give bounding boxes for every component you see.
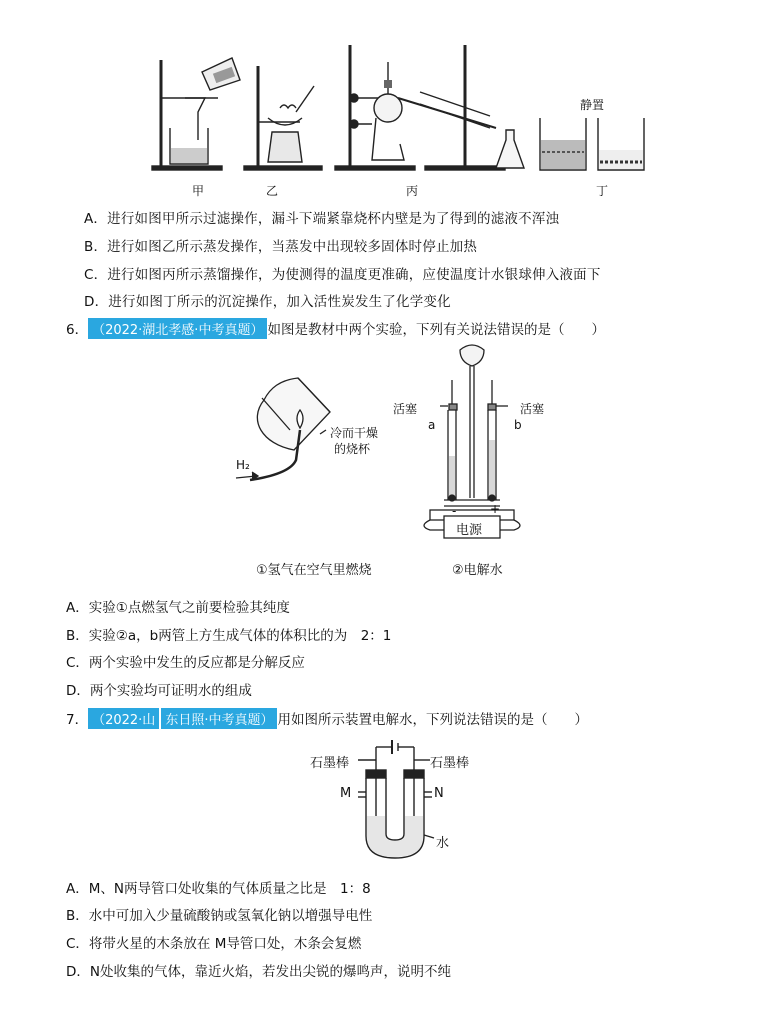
q7-m-label: M bbox=[340, 786, 352, 801]
figure-label-jia: 甲 bbox=[192, 184, 205, 198]
q6-power-label: 电源 bbox=[456, 523, 483, 538]
q6-minus: - bbox=[452, 504, 457, 518]
q6-plus: + bbox=[490, 502, 501, 516]
q6-tube-a: a bbox=[428, 418, 436, 432]
q5-option-b: B．进行如图乙所示蒸发操作，当蒸发中出现较多固体时停止加热 bbox=[84, 239, 478, 255]
q7-option-a: A．M、N两导管口处收集的气体质量之比是 1：8 bbox=[66, 881, 371, 897]
figure-label-ding: 丁 bbox=[596, 184, 609, 198]
q6-option-b: B．实验②a，b两管上方生成气体的体积比的为 2：1 bbox=[66, 628, 392, 644]
q7-source-tag-2: 东日照·中考真题） bbox=[161, 708, 277, 729]
q5-option-c: C．进行如图丙所示蒸馏操作，为使测得的温度更准确，应使温度计水银球伸入液面下 bbox=[84, 267, 601, 283]
q6-caption-2: ②电解水 bbox=[452, 563, 503, 578]
q5-option-d: D．进行如图丁所示的沉淀操作，加入活性炭发生了化学变化 bbox=[84, 294, 451, 310]
figure-label-yi: 乙 bbox=[266, 184, 279, 198]
q7-source-tag-1: （2022·山 bbox=[88, 708, 159, 729]
q7-option-c: C．将带火星的木条放在 M导管口处，木条会复燃 bbox=[66, 936, 362, 952]
q6-option-d: D．两个实验均可证明水的组成 bbox=[66, 683, 252, 699]
q6-option-c: C．两个实验中发生的反应都是分解反应 bbox=[66, 655, 305, 671]
q6-gas-label: H₂ bbox=[236, 458, 250, 472]
q6-stopcock-right: 活塞 bbox=[520, 402, 545, 416]
q6-beaker-label-2: 的烧杯 bbox=[334, 442, 371, 456]
q6-caption-1: ①氢气在空气里燃烧 bbox=[256, 563, 372, 578]
q7-water-label: 水 bbox=[436, 836, 450, 851]
q6-stem: 如图是教材中两个实验，下列有关说法错误的是（ ） bbox=[267, 322, 605, 338]
q6-number: 6． bbox=[66, 322, 89, 338]
figure-label-bing: 丙 bbox=[406, 184, 419, 198]
q5-option-a: A．进行如图甲所示过滤操作，漏斗下端紧靠烧杯内壁是为了得到的滤液不浑浊 bbox=[84, 211, 560, 227]
q6-beaker-label-1: 冷而干燥 bbox=[330, 426, 379, 440]
q7-option-b: B．水中可加入少量硫酸钠或氢氧化钠以增强导电性 bbox=[66, 908, 373, 924]
q6-stopcock-left: 活塞 bbox=[393, 402, 418, 416]
q6-source-tag: （2022·湖北孝感·中考真题） bbox=[88, 318, 267, 339]
q7-n-label: N bbox=[434, 786, 444, 801]
still-label: 静置 bbox=[580, 98, 605, 112]
q7-right-rod-label: 石墨棒 bbox=[430, 756, 470, 771]
q6-tube-b: b bbox=[514, 418, 522, 432]
q6-option-a: A．实验①点燃氢气之前要检验其纯度 bbox=[66, 600, 290, 616]
q7-option-d: D．N处收集的气体，靠近火焰，若发出尖锐的爆鸣声，说明不纯 bbox=[66, 964, 451, 980]
q7-left-rod-label: 石墨棒 bbox=[310, 756, 350, 771]
q7-stem: 用如图所示装置电解水，下列说法错误的是（ ） bbox=[277, 712, 588, 728]
q7-number: 7． bbox=[66, 712, 89, 728]
